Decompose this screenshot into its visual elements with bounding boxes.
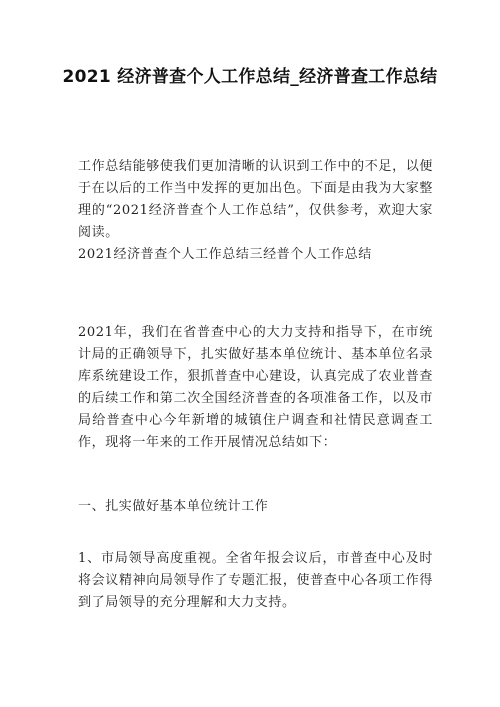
subtitle-line: 2021经济普查个人工作总结三经普个人工作总结 bbox=[78, 247, 372, 262]
section-heading: 一、扎实做好基本单位统计工作 bbox=[78, 499, 269, 514]
intro-paragraph: 工作总结能够使我们更加清晰的认识到工作中的不足，以便于在以后的工作当中发挥的更加出色。下面是由我为大家整理的“2021经济普查个人工作总结”，仅供参考，欢迎大家阅读。 bbox=[78, 159, 433, 240]
document-title: 2021 经济普查个人工作总结_经济普查工作总结 bbox=[62, 67, 438, 87]
item-paragraph-1: 1、市局领导高度重视。全省年报会议后，市普查中心及时将会议精神向局领导作了专题汇报，使普查中心各项工作得到了局领导的充分理解和大力支持。 bbox=[78, 551, 433, 610]
main-paragraph: 2021年，我们在省普查中心的大力支持和指导下，在市统计局的正确领导下，扎实做好基本单位统计、基本单位名录库系统建设工作，狠抓普查中心建设，认真完成了农业普查的后续工作和第二次全国经济普查的各项准备工作，以及市局给普查中心今年新增的城镇住户调查和社情民意调查工作，现将一年来的工作开展情况总结如下： bbox=[78, 325, 433, 450]
